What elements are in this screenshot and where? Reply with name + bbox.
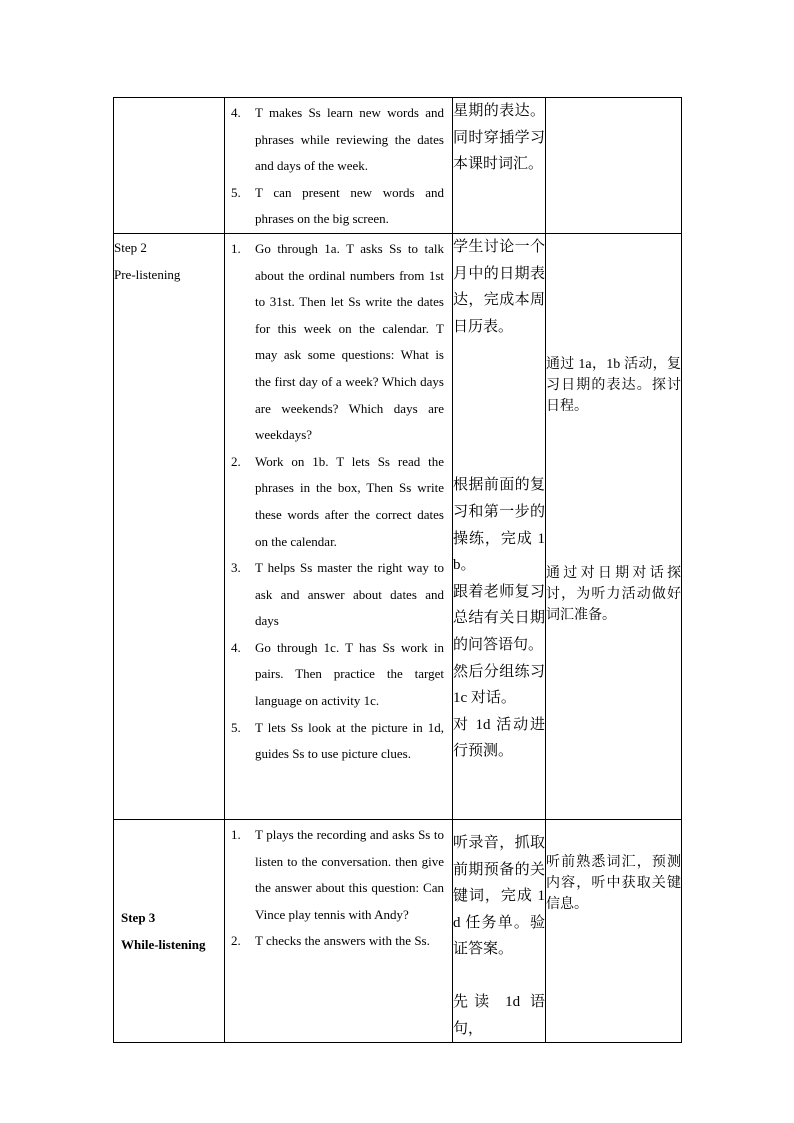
student-activity-text: 对 1d 活动进行预测。 [453,716,545,760]
student-activity-cell [453,819,546,1042]
activity-item: 1. T plays the recording and asks Ss to listen to the conversation. then give the answer about this question: Can Vince play tennis with Andy? [231,826,444,922]
table-row [114,819,682,1042]
step-title: Step 3 [121,910,156,926]
lesson-plan-table [113,97,682,1043]
activities-cell [225,819,453,1042]
student-activity-text: 星期的表达。同时穿插学习本课时词汇。 [453,103,545,173]
activity-item: 5. T lets Ss look at the picture in 1d, guides Ss to use picture clues. [231,719,444,762]
purpose-text: 通过 1a，1b 活动，复习日期的表达。探讨日程。 [546,356,681,414]
activity-item: 4. T makes Ss learn new words and phrases while reviewing the dates and days of the week. [231,105,444,174]
student-activity-text: 听录音，抓取前期预备的关键词，完成 1d 任务单。验证答案。 [453,834,545,958]
activity-item: 3. T helps Ss master the right way to ask and answer about dates and days [231,560,444,629]
student-activity-cell [453,233,546,819]
table-row [114,233,682,819]
step-name: While-listening [121,937,206,953]
step-cell [114,98,225,234]
activity-item: 5. T can present new words and phrases on the big screen. [231,184,444,227]
activities-cell [225,233,453,819]
purpose-text: 听前熟悉词汇，预测内容，听中获取关键信息。 [546,854,681,912]
student-activity-cell [453,98,546,234]
step-name: Pre-listening [114,266,181,282]
activities-cell [225,98,453,234]
activity-item: 2. T checks the answers with the Ss. [231,933,430,949]
activity-item: 2. Work on 1b. T lets Ss read the phrases in the box, Then Ss write these words after the correct dates on the calendar. [231,453,444,549]
purpose-text: 通过对日期对话探讨，为听力活动做好词汇准备。 [546,565,681,623]
step-title: Step 2 [114,239,147,255]
student-activity-text: 跟着老师复习总结有关日期的问答语句。 [453,583,545,653]
step-cell [114,233,225,819]
activity-item: 1. Go through 1a. T asks Ss to talk about the ordinal numbers from 1st to 31st. Then let Ss write the dates for this week on the calendar. T may ask some questions: What is the first day of a week? Which days are weekends? Which days are weekdays? [231,240,444,443]
student-activity-text: 学生讨论一个月中的日期表达，完成本周日历表。 [453,238,545,335]
purpose-cell [546,233,682,819]
purpose-cell [546,819,682,1042]
student-activity-text: 然后分组练习 1c 对话。 [453,663,545,707]
student-activity-text: 根据前面的复习和第一步的操练，完成 1b。 [453,477,545,574]
purpose-cell [546,98,682,234]
student-activity-text: 先读 1d 语句， [453,993,545,1037]
table-row [114,98,682,234]
step-cell [114,819,225,1042]
activity-item: 4. Go through 1c. T has Ss work in pairs. Then practice the target language on activity 1c. [231,639,444,709]
